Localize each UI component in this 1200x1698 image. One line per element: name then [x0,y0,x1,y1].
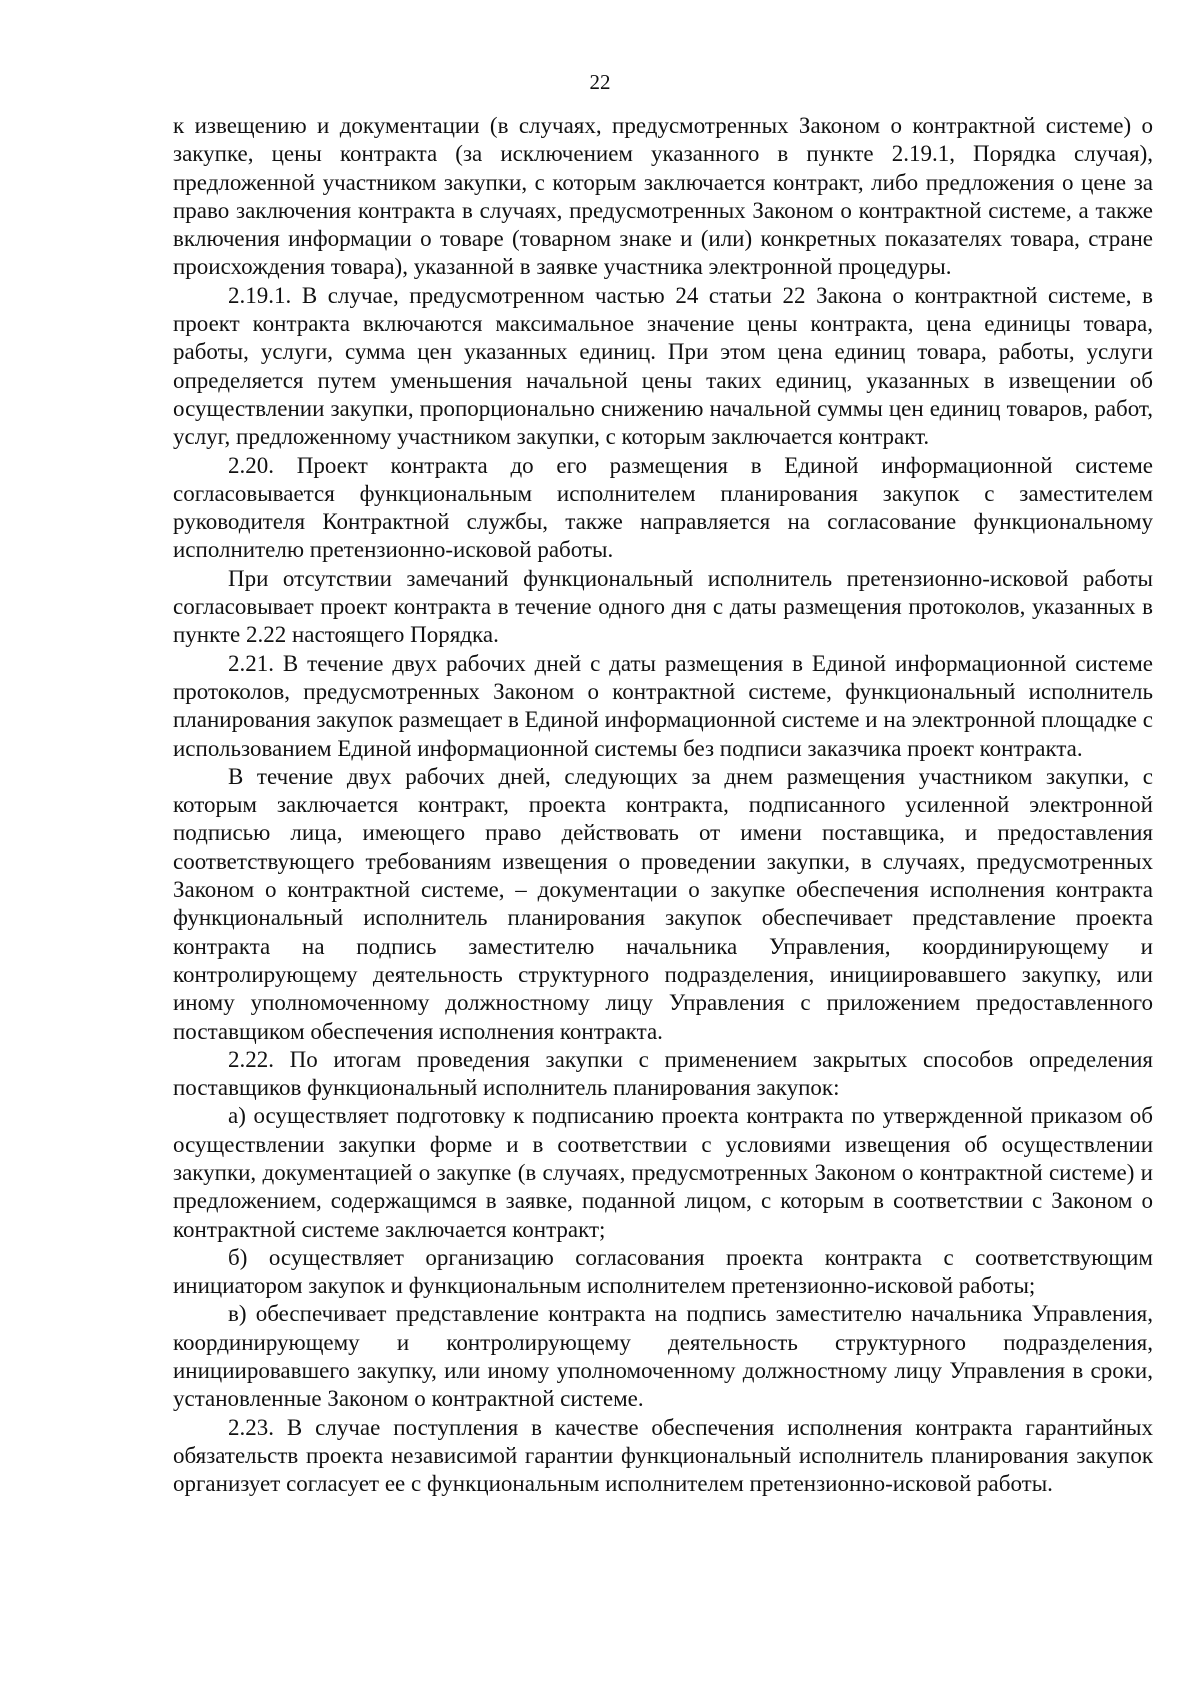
paragraph-2-20-note: При отсутствии замечаний функциональный исполнитель претензионно-исковой работы согласовывает проект контракта в течение одного дня с даты размещения протоколов, указанных в пункте 2.22 настоящего Порядка. [173,565,1153,648]
paragraph-2-22-v: в) обеспечивает представление контракта на подпись заместителю начальника Управления, координирующему и контролирующему деятельность структурного подразделения, инициировавшего закупку, или иному уполномоченному должностному лицу Управления в сроки, установленные Законом о контрактной системе. [173,1301,1153,1412]
paragraph-2-22-b: б) осуществляет организацию согласования проекта контракта с соответствующим инициатором закупок и функциональным исполнителем претензионно-исковой работы; [173,1244,1153,1299]
paragraph-2-23: 2.23. В случае поступления в качестве обеспечения исполнения контракта гарантийных обязательств проекта независимой гарантии функциональный исполнитель планирования закупок организует согласует ее с функциональным исполнителем претензионно-исковой работы. [173,1414,1153,1497]
paragraph-2-19-1: 2.19.1. В случае, предусмотренном частью 24 статьи 22 Закона о контрактной системе, в проект контракта включаются максимальное значение цены контракта, цена единицы товара, работы, услуги, сумма цен указанных единиц. При этом цена единиц товара, работы, услуги определяется путем уменьшения начальной цены таких единиц, указанных в извещении об осуществлении закупки, пропорционально снижению начальной суммы цен единиц товаров, работ, услуг, предложенному участником закупки, с которым заключается контракт. [173,282,1153,450]
page-number: 22 [589,70,611,94]
paragraph-2-20: 2.20. Проект контракта до его размещения в Единой информационной системе согласовывается функциональным исполнителем планирования закупок с заместителем руководителя Контрактной службы, также направляется на согласование функциональному исполнителю претензионно-исковой работы. [173,452,1153,563]
paragraph-continuation: к извещению и документации (в случаях, предусмотренных Законом о контрактной системе) о закупке, цены контракта (за исключением указанного в пункте 2.19.1, Порядка случая), предложенной участником закупки, с которым заключается контракт, либо предложения о цене за право заключения контракта в случаях, предусмотренных Законом о контрактной системе, а также включения информации о товаре (товарном знаке и (или) конкретных показателях товара, стране происхождения товара), указанной в заявке участника электронной процедуры. [173,113,1153,280]
paragraph-2-22-a: а) осуществляет подготовку к подписанию проекта контракта по утвержденной приказом об осуществлении закупки форме и в соответствии с условиями извещения об осуществлении закупки, документацией о закупке (в случаях, предусмотренных Законом о контрактной системе) и предложением, содержащимся в заявке, поданной лицом, с которым в соответствии с Законом о контрактной системе заключается контракт; [173,1103,1153,1242]
paragraph-2-21-detail: В течение двух рабочих дней, следующих за днем размещения участником закупки, с которым заключается контракт, проекта контракта, подписанного усиленной электронной подписью лица, имеющего право действовать от имени поставщика, и предоставления соответствующего требованиям извещения о проведении закупки, в случаях, предусмотренных Законом о контрактной системе, – документации о закупке обеспечения исполнения контракта функциональный исполнитель планирования закупок обеспечивает представление проекта контракта на подпись заместителю начальника Управления, координирующему и контролирующему деятельность структурного подразделения, инициировавшего закупку, или иному уполномоченному должностному лицу Управления с приложением предоставленного поставщиком обеспечения исполнения контракта. [173,763,1153,1044]
paragraph-2-22: 2.22. По итогам проведения закупки с применением закрытых способов определения поставщиков функциональный исполнитель планирования закупок: [173,1046,1153,1101]
document-body [173,112,1153,1499]
paragraph-2-21: 2.21. В течение двух рабочих дней с даты размещения в Единой информационной системе протоколов, предусмотренных Законом о контрактной системе, функциональный исполнитель планирования закупок размещает в Единой информационной системе и на электронной площадке с использованием Единой информационной системы без подписи заказчика проект контракта. [173,650,1153,761]
